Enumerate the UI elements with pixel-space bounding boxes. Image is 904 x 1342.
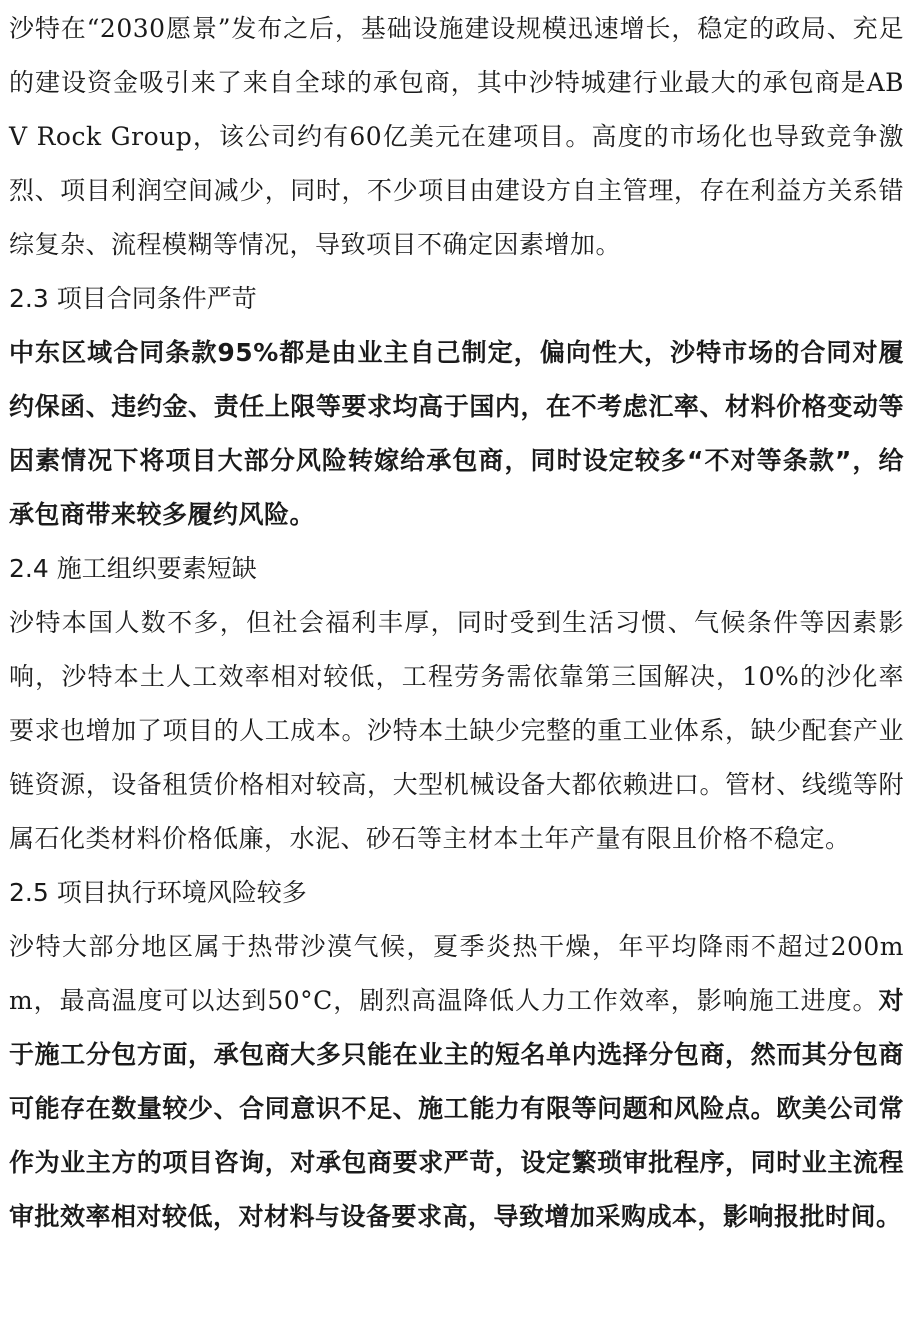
paragraph-construction-market: 沙特在“2030愿景”发布之后，基础设施建设规模迅速增长，稳定的政局、充足的建设资金吸引来了来自全球的承包商，其中沙特城建行业最大的承包商是ABV Rock Group，该公司约有60亿美元在建项目。高度的市场化也导致竞争激烈、项目利润空间减少，同时，不少项目由建设方自主管理，存在利益方关系错综复杂、流程模糊等情况，导致项目不确定因素增加。 — [9, 14, 904, 259]
paragraph-climate-text: 沙特大部分地区属于热带沙漠气候，夏季炎热干燥，年平均降雨不超过200mm，最高温度可以达到50°C，剧烈高温降低人力工作效率，影响施工进度。 — [9, 932, 904, 1015]
paragraph-construction-resources: 沙特本国人数不多，但社会福利丰厚，同时受到生活习惯、气候条件等因素影响，沙特本土人工效率相对较低，工程劳务需依靠第三国解决，10%的沙化率要求也增加了项目的人工成本。沙特本土缺少完整的重工业体系，缺少配套产业链资源，设备租赁价格相对较高，大型机械设备大都依赖进口。管材、线缆等附属石化类材料价格低廉，水泥、砂石等主材本土年产量有限且价格不稳定。 — [9, 608, 904, 853]
document-page — [0, 2, 904, 1342]
paragraph-execution-environment — [9, 920, 904, 1244]
section-heading-2-3: 2.3 项目合同条件严苛 — [9, 284, 257, 313]
paragraph-subcontract-text: 对于施工分包方面，承包商大多只能在业主的短名单内选择分包商，然而其分包商可能存在数量较少、合同意识不足、施工能力有限等问题和风险点。欧美公司常作为业主方的项目咨询，对承包商要求严苛，设定繁琐审批程序，同时业主流程审批效率相对较低，对材料与设备要求高，导致增加采购成本，影响报批时间。 — [9, 986, 904, 1231]
section-heading-2-5: 2.5 项目执行环境风险较多 — [9, 878, 307, 907]
section-heading-2-4: 2.4 施工组织要素短缺 — [9, 554, 257, 583]
paragraph-contract-conditions: 中东区域合同条款95%都是由业主自己制定，偏向性大，沙特市场的合同对履约保函、违约金、责任上限等要求均高于国内，在不考虑汇率、材料价格变动等因素情况下将项目大部分风险转嫁给承包商，同时设定较多“不对等条款”，给承包商带来较多履约风险。 — [9, 338, 904, 529]
